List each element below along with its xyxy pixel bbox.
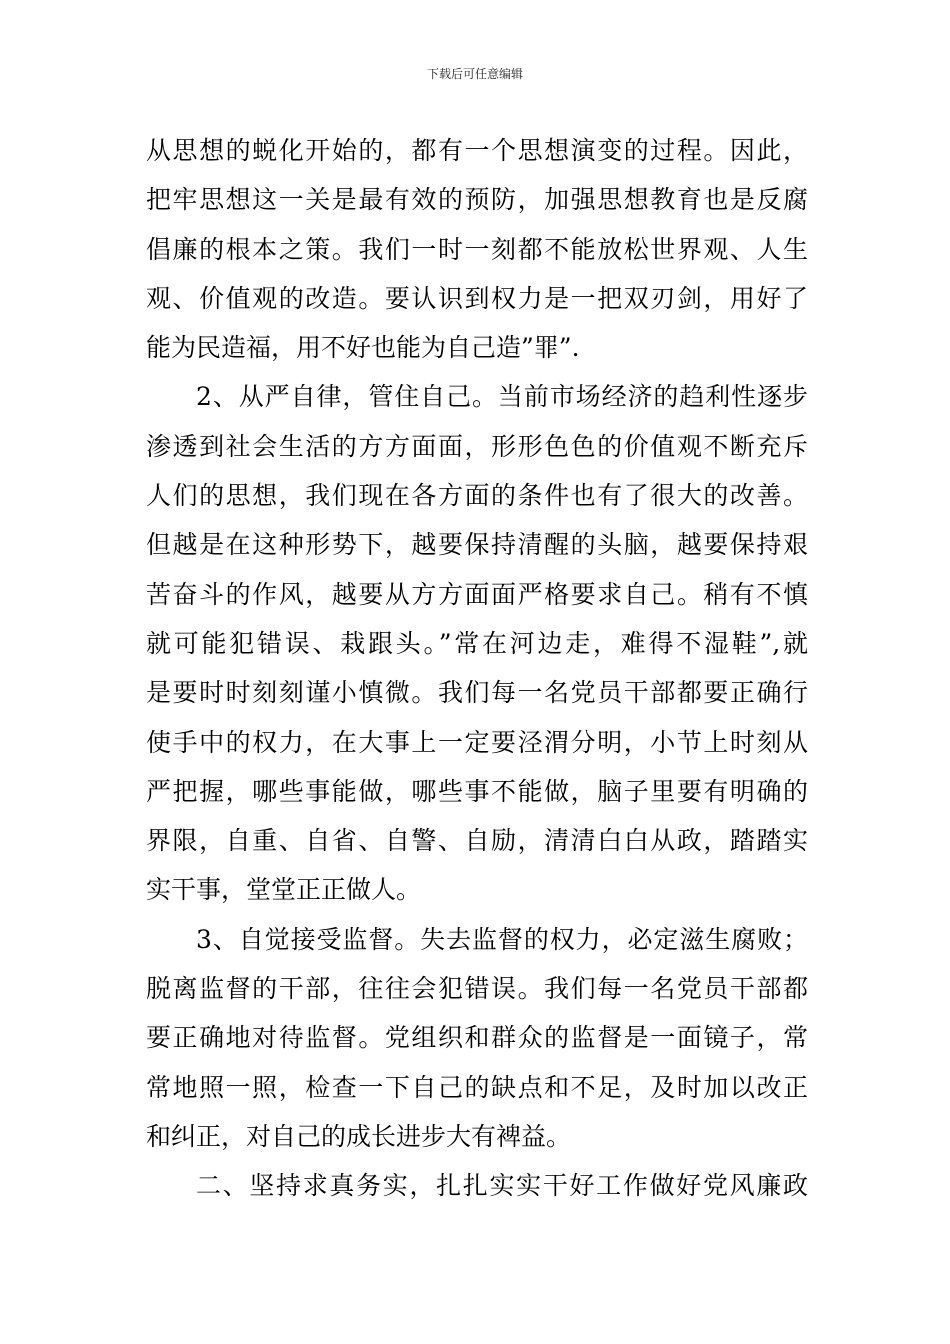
text-line: 把牢思想这一关是最有效的预防，加强思想教育也是反腐 [146, 185, 808, 215]
text-line: 人们的思想，我们现在各方面的条件也有了很大的改善。 [146, 481, 808, 511]
text-line: 倡廉的根本之策。我们一时一刻都不能放松世界观、人生 [146, 234, 808, 264]
document-body [146, 126, 808, 1211]
text-line: 渗透到社会生活的方方面面，形形色色的价值观不断充斥 [146, 431, 808, 461]
text-line: 要正确地对待监督。党组织和群众的监督是一面镜子，常 [146, 1023, 808, 1053]
text-line: 使手中的权力，在大事上一定要泾渭分明，小节上时刻从 [146, 727, 808, 757]
page-header: 下载后可任意编辑 [426, 67, 523, 81]
text-line: 2、从严自律，管住自己。当前市场经济的趋利性逐步 [196, 382, 808, 412]
text-line: 二、坚持求真务实，扎扎实实干好工作做好党风廉政 [196, 1171, 808, 1201]
text-line: 严把握，哪些事能做，哪些事不能做，脑子里要有明确的 [146, 776, 808, 806]
text-line: 3、自觉接受监督。失去监督的权力，必定滋生腐败； [196, 924, 808, 954]
text-line: 常地照一照，检查一下自己的缺点和不足，及时加以改正 [146, 1072, 808, 1102]
text-line: 苦奋斗的作风，越要从方方面面严格要求自己。稍有不慎 [146, 579, 808, 609]
text-line: 界限，自重、自省、自警、自励，清清白白从政，踏踏实 [146, 826, 808, 856]
text-line: 脱离监督的干部，往往会犯错误。我们每一名党员干部都 [146, 974, 808, 1004]
text-line: 从思想的蜕化开始的，都有一个思想演变的过程。因此， [146, 136, 808, 165]
text-line: 是要时时刻刻谨小慎微。我们每一名党员干部都要正确行 [146, 678, 808, 708]
text-line: 但越是在这种形势下，越要保持清醒的头脑，越要保持艰 [146, 530, 808, 560]
text-line: 就可能犯错误、栽跟头。”常在河边走，难得不湿鞋”,就 [146, 628, 808, 658]
text-line: 能为民造福，用不好也能为自己造”罪”. [146, 333, 580, 363]
text-line: 观、价值观的改造。要认识到权力是一把双刃剑，用好了 [146, 283, 808, 313]
text-line: 实干事，堂堂正正做人。 [146, 875, 422, 905]
text-line: 和纠正，对自己的成长进步大有裨益。 [146, 1121, 572, 1151]
